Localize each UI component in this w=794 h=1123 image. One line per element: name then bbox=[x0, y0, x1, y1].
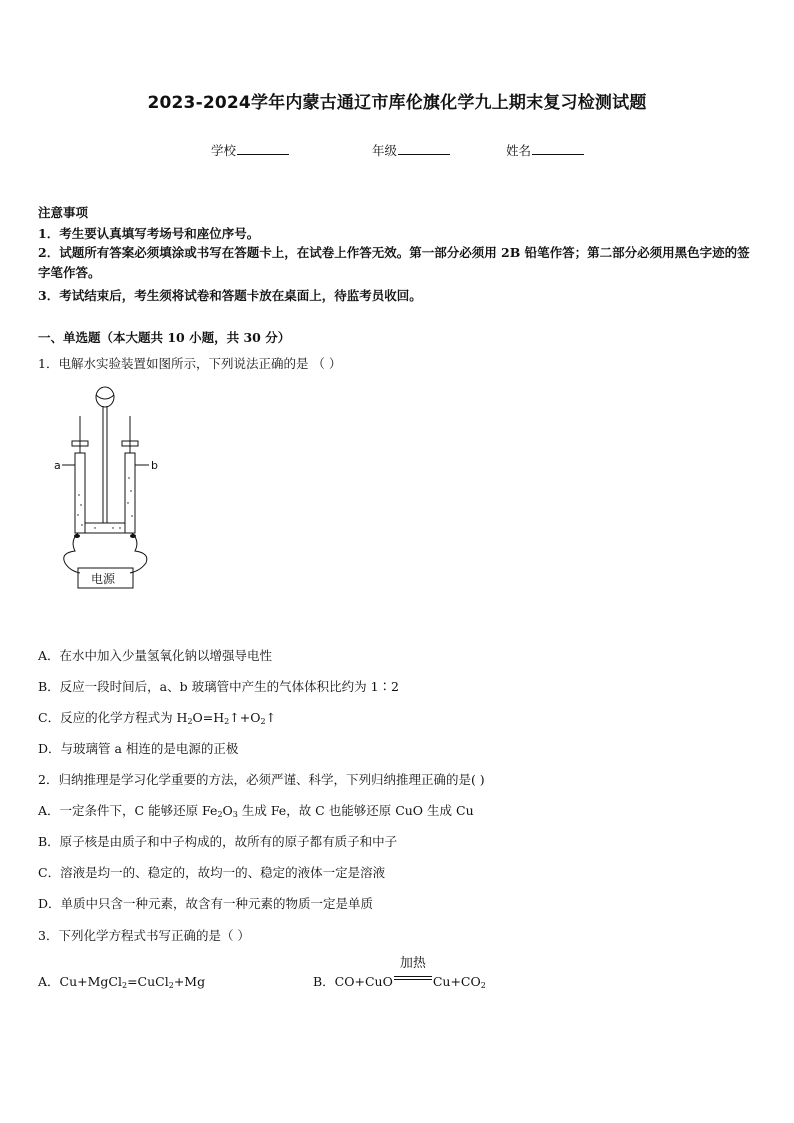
q1-c-prefix: C．反应的化学方程式为 H bbox=[38, 710, 188, 725]
q1-c-end: ↑ bbox=[265, 710, 277, 725]
electrolysis-apparatus-svg bbox=[50, 383, 170, 593]
q3-b-mid: Cu+CO bbox=[432, 974, 481, 989]
equals-line-bottom bbox=[394, 979, 432, 980]
electrode-b bbox=[130, 534, 136, 538]
grade-blank[interactable] bbox=[398, 142, 450, 155]
q3-b-sub: 2 bbox=[480, 981, 486, 990]
school-blank[interactable] bbox=[237, 142, 289, 155]
notice-heading: 注意事项 bbox=[38, 205, 89, 220]
q3-a-prefix: A．Cu+MgCl bbox=[38, 974, 122, 989]
q1-stem: 1．电解水实验装置如图所示，下列说法正确的是 （ ） bbox=[38, 356, 342, 371]
q2-option-c[interactable]: C．溶液是均一的、稳定的，故均一的、稳定的液体一定是溶液 bbox=[38, 865, 386, 880]
tube-b bbox=[125, 453, 135, 533]
q2-a-sub1: 2 bbox=[217, 810, 223, 819]
q2-a-mid: O bbox=[222, 803, 233, 818]
name-label: 姓名 bbox=[506, 143, 532, 158]
heating-condition bbox=[394, 956, 432, 986]
q3-a-mid: =CuCl bbox=[127, 974, 169, 989]
school-label: 学校 bbox=[211, 143, 237, 158]
notice-item-2: 2．试题所有答案必须填涂或书写在答题卡上，在试卷上作答无效。第一部分必须用 2B 铅笔作答；第二部分必须用黑色字迹的签字笔作答。 bbox=[38, 245, 750, 280]
q2-option-a[interactable] bbox=[38, 801, 474, 819]
electrolysis-diagram bbox=[50, 383, 170, 593]
q3-stem: 3．下列化学方程式书写正确的是（ ） bbox=[38, 928, 250, 943]
school-field[interactable] bbox=[211, 141, 289, 159]
q1-c-mid1: O=H bbox=[192, 710, 225, 725]
q1-option-b[interactable]: B．反应一段时间后，a、b 玻璃管中产生的气体体积比约为 1∶2 bbox=[38, 679, 399, 694]
q1-option-d[interactable]: D．与玻璃管 a 相连的是电源的正极 bbox=[38, 741, 239, 756]
q2-option-d[interactable]: D．单质中只含一种元素，故含有一种元素的物质一定是单质 bbox=[38, 896, 374, 911]
label-b: b bbox=[151, 459, 158, 472]
power-label: 电源 bbox=[91, 572, 116, 586]
q1-option-a[interactable]: A．在水中加入少量氢氧化钠以增强导电性 bbox=[38, 648, 273, 663]
tube-a bbox=[75, 453, 85, 533]
notice-item-3: 3．考试结束后，考生须将试卷和答题卡放在桌面上，待监考员收回。 bbox=[38, 288, 422, 303]
q3-a-end: +Mg bbox=[173, 974, 206, 989]
notice-item-1: 1．考生要认真填写考场号和座位序号。 bbox=[38, 226, 260, 241]
label-a: a bbox=[54, 459, 61, 472]
water-dots bbox=[77, 477, 132, 528]
section-heading: 一、单选题（本大题共 10 小题，共 30 分） bbox=[38, 330, 291, 345]
q2-a-sub2: 3 bbox=[232, 810, 238, 819]
equals-line-top bbox=[394, 976, 432, 977]
name-field[interactable] bbox=[506, 141, 584, 159]
q3-a-sub1: 2 bbox=[121, 981, 128, 990]
funnel-water-line bbox=[96, 395, 114, 399]
heating-condition-label: 加热 bbox=[399, 956, 426, 971]
q1-c-mid2: ↑+O bbox=[229, 710, 261, 725]
q1-c-sub1: 2 bbox=[187, 717, 193, 726]
q3-a-sub2: 2 bbox=[168, 981, 174, 990]
q2-a-end: 生成 Fe，故 C 也能够还原 CuO 生成 Cu bbox=[237, 803, 474, 818]
q3-option-b[interactable] bbox=[313, 956, 486, 990]
grade-label: 年级 bbox=[372, 143, 398, 158]
wire-right bbox=[130, 533, 147, 573]
q3-b-prefix: B．CO+CuO bbox=[313, 974, 393, 989]
page-title: 2023-2024学年内蒙古通辽市库伦旗化学九上期末复习检测试题 bbox=[147, 93, 647, 113]
q2-stem: 2．归纳推理是学习化学重要的方法，必须严谨、科学，下列归纳推理正确的是( ) bbox=[38, 772, 485, 787]
q1-c-sub2: 2 bbox=[224, 717, 230, 726]
name-blank[interactable] bbox=[532, 142, 584, 155]
grade-field[interactable] bbox=[372, 141, 450, 159]
electrode-a bbox=[74, 534, 80, 538]
wire-left bbox=[64, 533, 80, 573]
q2-a-prefix: A．一定条件下，C 能够还原 Fe bbox=[38, 803, 218, 818]
q2-option-b[interactable]: B．原子核是由质子和中子构成的，故所有的原子都有质子和中子 bbox=[38, 834, 398, 849]
q1-option-c[interactable] bbox=[38, 708, 276, 726]
q1-c-sub3: 2 bbox=[260, 717, 266, 726]
q3-option-a[interactable] bbox=[38, 972, 205, 990]
